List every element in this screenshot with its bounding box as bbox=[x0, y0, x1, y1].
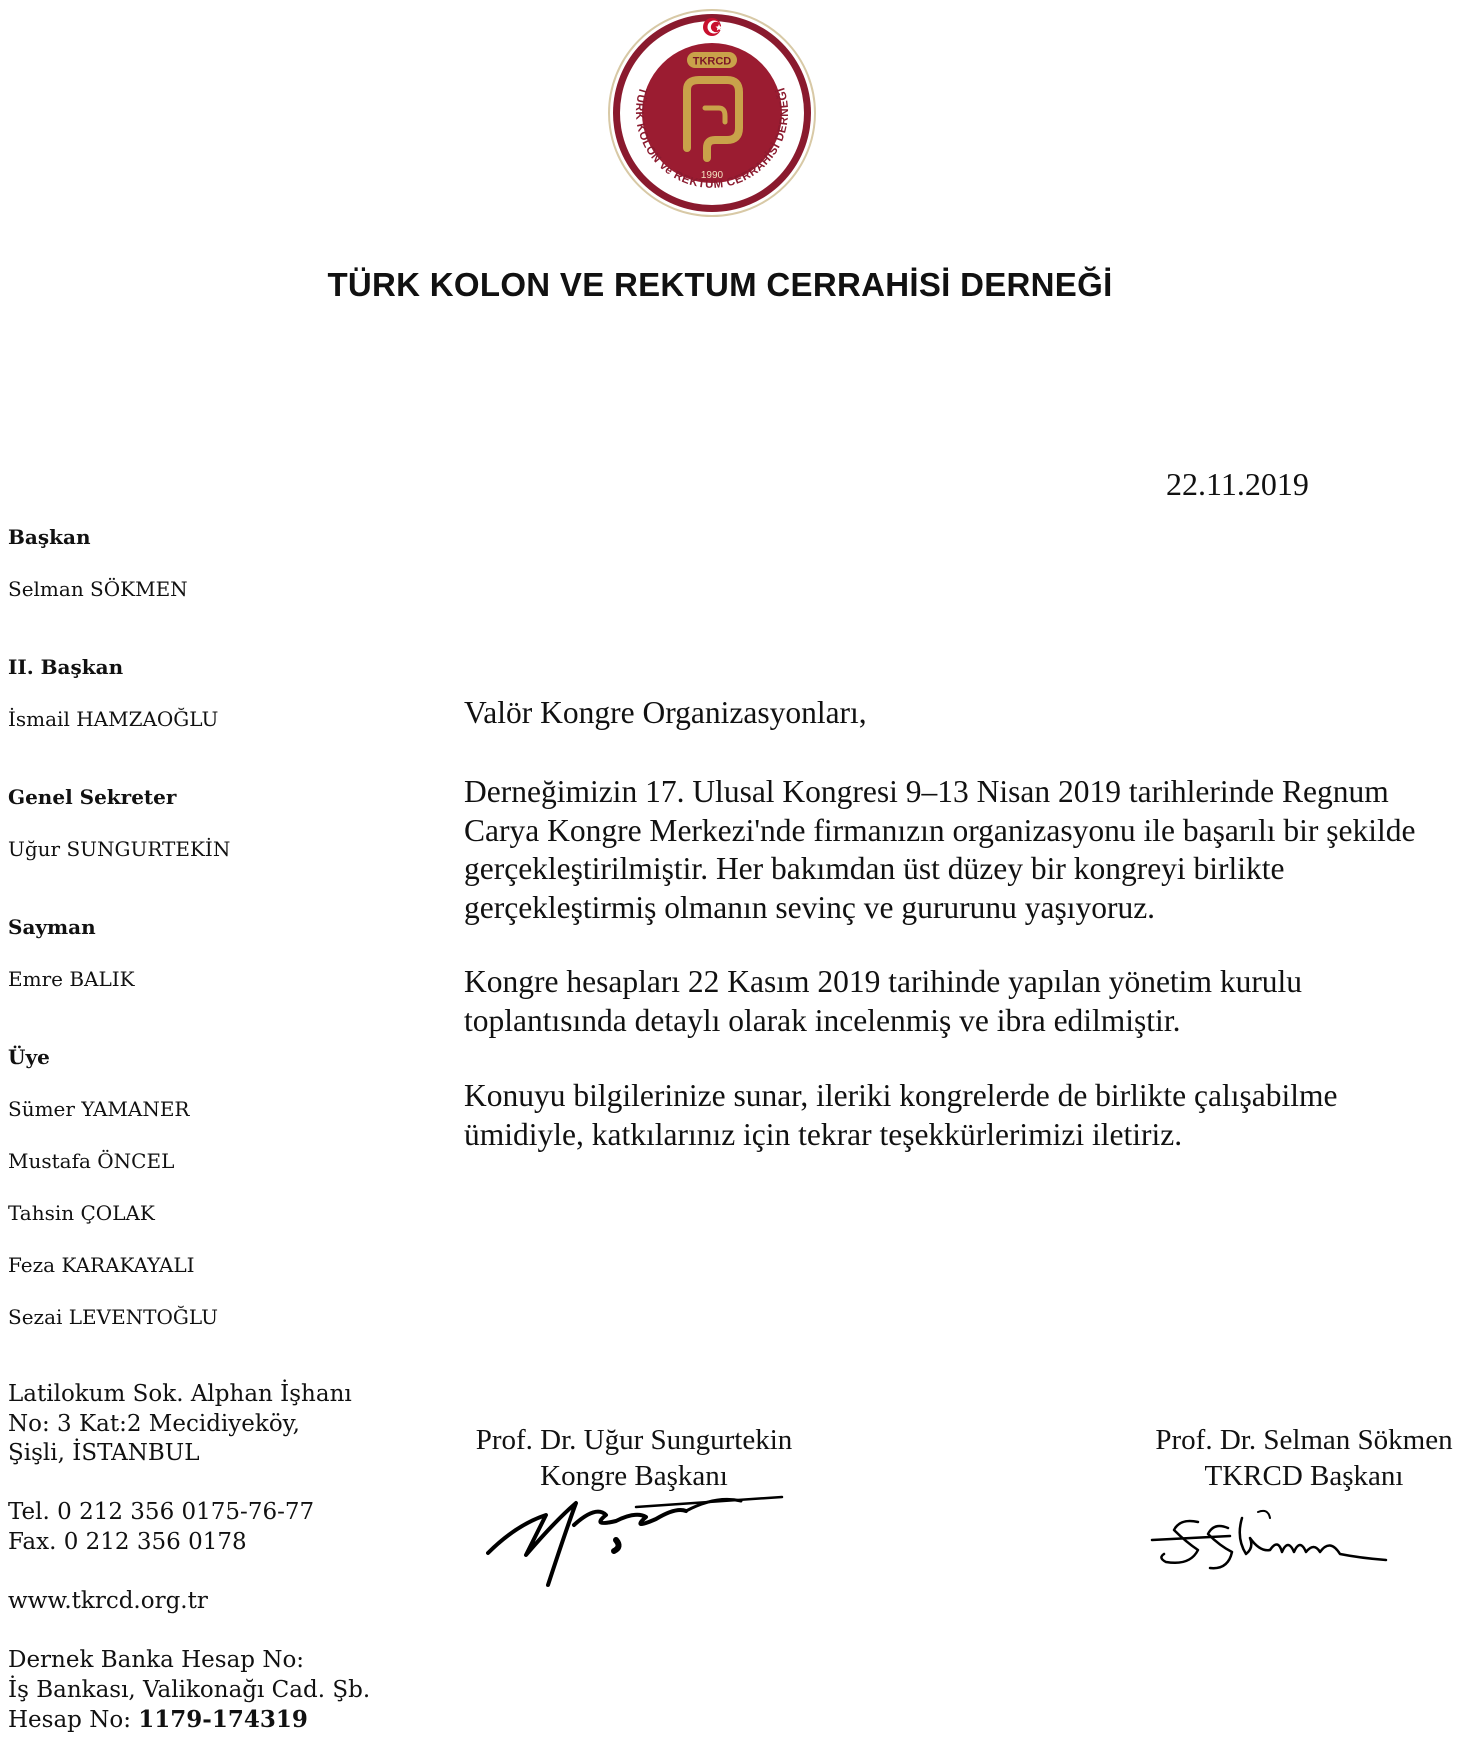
signatory-name: Prof. Dr. Selman Sökmen bbox=[1155, 1424, 1453, 1456]
bank-title: Dernek Banka Hesap No: bbox=[8, 1647, 305, 1673]
board-name-member: Mustafa ÖNCEL bbox=[8, 1149, 175, 1173]
address-line: Latilokum Sok. Alphan İşhanı bbox=[8, 1381, 352, 1407]
letter-line: Kongre hesapları 22 Kasım 2019 tarihinde yapılan yönetim kurulu bbox=[464, 964, 1303, 999]
board-name-member: Sümer YAMANER bbox=[8, 1097, 190, 1121]
signatory-name: Prof. Dr. Uğur Sungurtekin bbox=[475, 1424, 793, 1456]
signatory-title: Kongre Başkanı bbox=[540, 1460, 728, 1492]
letter-paragraph bbox=[464, 963, 1472, 1040]
address-block bbox=[8, 1380, 352, 1469]
account-number: 1179-174319 bbox=[138, 1706, 308, 1733]
logo-ring-text: TÜRK KOLON ve REKTUM CERRAHİSİ DERNEĞİ bbox=[632, 85, 792, 192]
letter-salutation: Valör Kongre Organizasyonları, bbox=[464, 695, 867, 730]
account-label: Hesap No: bbox=[8, 1707, 139, 1733]
website[interactable]: www.tkrcd.org.tr bbox=[8, 1588, 208, 1614]
address-line: No: 3 Kat:2 Mecidiyeköy, bbox=[8, 1410, 300, 1437]
letter-paragraph bbox=[464, 1077, 1472, 1154]
board-role-president: Başkan bbox=[8, 525, 91, 549]
board-role-treasurer: Sayman bbox=[8, 915, 96, 939]
letter-line: toplantısında detaylı olarak incelenmiş ve ibra edilmiştir. bbox=[464, 1002, 1181, 1038]
board-role-secretary-general: Genel Sekreter bbox=[8, 785, 177, 809]
tkrcd-logo bbox=[607, 8, 817, 218]
board-name-secretary-general: Uğur SUNGURTEKİN bbox=[8, 837, 231, 861]
board-name-president: Selman SÖKMEN bbox=[8, 577, 188, 601]
signatory-congress-president bbox=[464, 1422, 804, 1494]
board-name-treasurer: Emre BALIK bbox=[8, 967, 135, 991]
board-name-member: Feza KARAKAYALI bbox=[8, 1253, 195, 1277]
organization-title: TÜRK KOLON VE REKTUM CERRAHİSİ DERNEĞİ bbox=[327, 266, 1113, 303]
board-name-member: Tahsin ÇOLAK bbox=[8, 1201, 155, 1225]
letter-line: Konuyu bilgilerinize sunar, ileriki kongrelerde de birlikte çalışabilme bbox=[464, 1078, 1338, 1113]
bank-branch: İş Bankası, Valikonağı Cad. Şb. bbox=[8, 1676, 371, 1703]
letter-line: ümidiyle, katkılarınız için tekrar teşekkürlerimizi iletiriz. bbox=[464, 1116, 1183, 1152]
signatory-association-president bbox=[1136, 1422, 1472, 1494]
letter-line: gerçekleştirilmiştir. Her bakımdan üst düzey bir kongreyi birlikte bbox=[464, 851, 1285, 886]
signature-association-president bbox=[1150, 1508, 1390, 1588]
letter-line: Derneğimizin 17. Ulusal Kongresi 9–13 Nisan 2019 tarihlerinde Regnum bbox=[464, 774, 1389, 809]
board-role-member: Üye bbox=[8, 1045, 50, 1069]
letter-paragraph bbox=[464, 773, 1472, 927]
logo-abbr: TKRCD bbox=[692, 55, 732, 68]
letter-date: 22.11.2019 bbox=[1166, 466, 1309, 502]
signatory-title: TKRCD Başkanı bbox=[1204, 1460, 1404, 1492]
board-role-vice-president: II. Başkan bbox=[8, 655, 124, 679]
telephone: Tel. 0 212 356 0175-76-77 bbox=[8, 1499, 315, 1525]
letter-line: Carya Kongre Merkezi'nde firmanızın organizasyonu ile başarılı bir şekilde bbox=[464, 812, 1416, 848]
board-name-vice-president: İsmail HAMZAOĞLU bbox=[8, 707, 219, 731]
fax: Fax. 0 212 356 0178 bbox=[8, 1528, 247, 1555]
address-line: Şişli, İSTANBUL bbox=[8, 1440, 200, 1466]
account-line bbox=[8, 1705, 370, 1736]
bank-block bbox=[8, 1646, 370, 1736]
phone-block bbox=[8, 1498, 314, 1557]
logo-year: 1990 bbox=[700, 170, 724, 181]
signature-congress-president bbox=[486, 1485, 786, 1593]
board-name-member: Sezai LEVENTOĞLU bbox=[8, 1305, 218, 1329]
letter-line: gerçekleştirmiş olmanın sevinç ve gururunu yaşıyoruz. bbox=[464, 889, 1156, 925]
